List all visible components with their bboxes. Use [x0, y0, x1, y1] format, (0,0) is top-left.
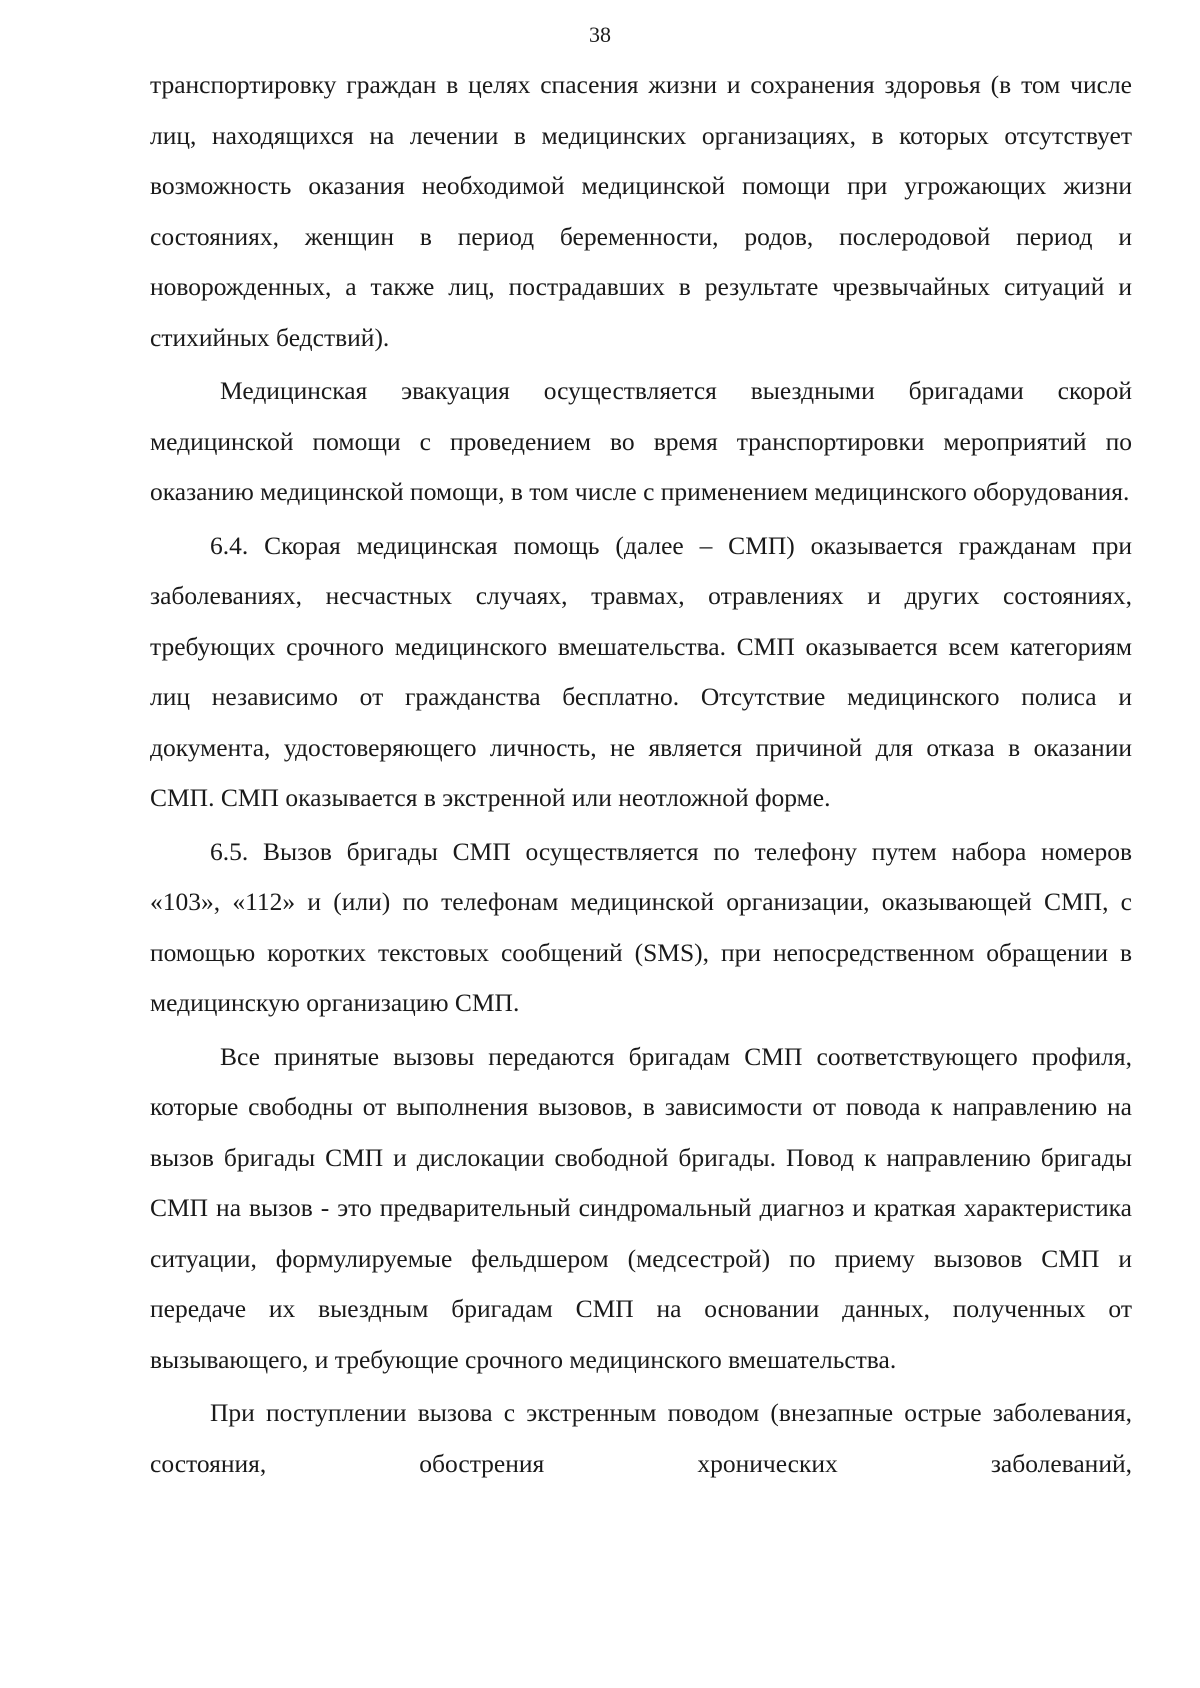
- paragraph-6-5: 6.5. Вызов бригады СМП осуществляется по телефону путем набора номеров «103», «112» и (или) по телефонам медицинской организации, оказывающей СМП, с помощью коротких текстовых сообщений (SMS), при непосредственном обращении в медицинскую организацию СМП.: [150, 836, 1132, 1017]
- page-number: 38: [589, 22, 611, 47]
- document-body: [150, 60, 1132, 1492]
- paragraph-emergency-call: При поступлении вызова с экстренным поводом (внезапные острые заболевания, состояния, обострения хронических заболеваний,: [150, 1398, 1132, 1478]
- paragraph-medical-evacuation: Медицинская эвакуация осуществляется выездными бригадами скорой медицинской помощи с проведением во время транспортировки мероприятий по оказанию медицинской помощи, в том числе с применением медицинского оборудования.: [150, 376, 1132, 506]
- paragraph-continuation: транспортировку граждан в целях спасения жизни и сохранения здоровья (в том числе лиц, находящихся на лечении в медицинских организациях, в которых отсутствует возможность оказания необходимой медицинской помощи при угрожающих жизни состояниях, женщин в период беременности, родов, послеродовой период и новорожденных, а также лиц, пострадавших в результате чрезвычайных ситуаций и стихийных бедствий).: [150, 70, 1132, 352]
- paragraph-calls-transfer: Все принятые вызовы передаются бригадам СМП соответствующего профиля, которые свободны от выполнения вызовов, в зависимости от повода к направлению на вызов бригады СМП и дислокации свободной бригады. Повод к направлению бригады СМП на вызов - это предварительный синдромальный диагноз и краткая характеристика ситуации, формулируемые фельдшером (медсестрой) по приему вызовов СМП и передаче их выездным бригадам СМП на основании данных, полученных от вызывающего, и требующие срочного медицинского вмешательства.: [150, 1041, 1132, 1374]
- paragraph-6-4: 6.4. Скорая медицинская помощь (далее – СМП) оказывается гражданам при заболеваниях, несчастных случаях, травмах, отравлениях и других состояниях, требующих срочного медицинского вмешательства. СМП оказывается всем категориям лиц независимо от гражданства бесплатно. Отсутствие медицинского полиса и документа, удостоверяющего личность, не является причиной для отказа в оказании СМП. СМП оказывается в экстренной или неотложной форме.: [150, 530, 1132, 812]
